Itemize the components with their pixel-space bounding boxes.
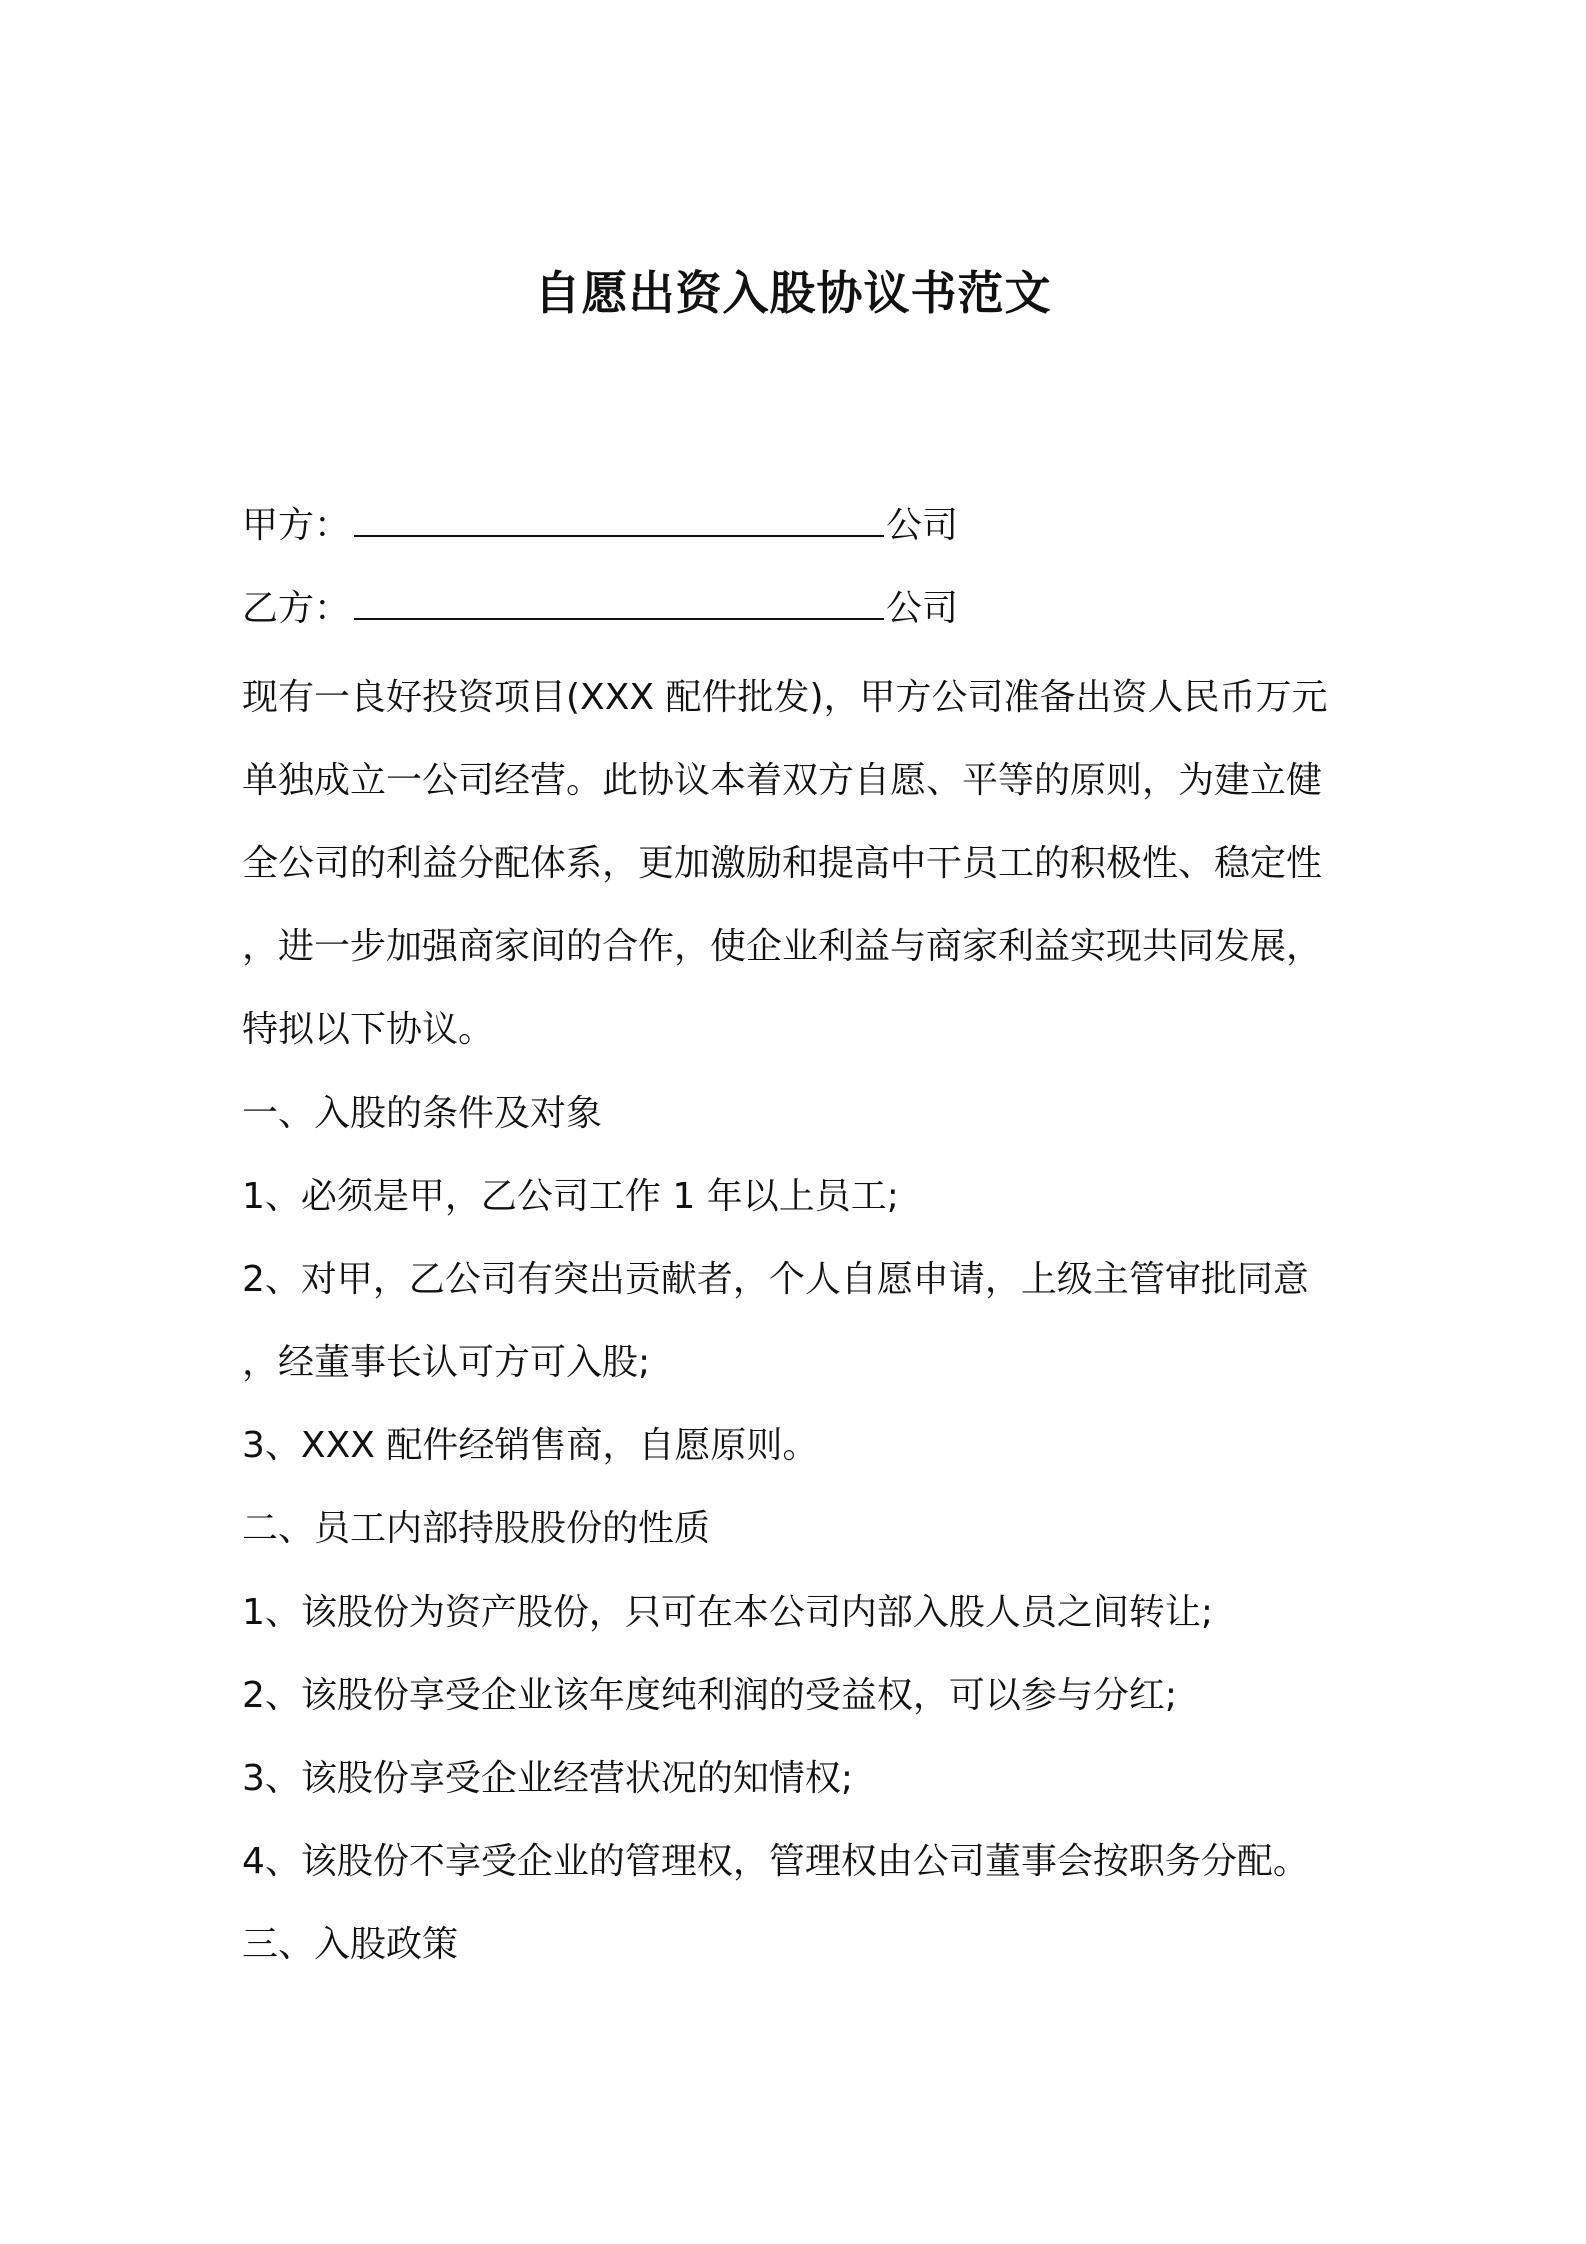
intro-line: 单独成立一公司经营。此协议本着双方自愿、平等的原则，为建立健 [242,760,1323,801]
list-item: 4、该股份不享受企业的管理权，管理权由公司董事会按职务分配。 [242,1841,1309,1882]
party-b-suffix: 公司 [886,588,959,629]
intro-line: 全公司的利益分配体系，更加激励和提高中干员工的积极性、稳定性 [242,843,1323,884]
document-title: 自愿出资入股协议书范文 [534,266,1052,320]
list-item: 3、该股份享受企业经营状况的知情权; [242,1758,854,1799]
party-b-label: 乙方： [242,588,351,629]
party-a-line [242,500,958,552]
list-item: ，经董事长认可方可入股; [242,1342,651,1383]
list-item: 1、必须是甲，乙公司工作 1 年以上员工; [242,1176,899,1217]
party-a-blank[interactable] [354,501,884,537]
intro-line: ，进一步加强商家间的合作，使企业利益与商家利益实现共同发展， [242,926,1323,967]
list-item: 2、该股份享受企业该年度纯利润的受益权，可以参与分红; [242,1675,1178,1716]
list-item: 3、XXX 配件经销售商，自愿原则。 [242,1425,819,1466]
section-heading: 二、员工内部持股股份的性质 [242,1508,711,1549]
list-item: 2、对甲，乙公司有突出贡献者，个人自愿申请，上级主管审批同意 [242,1259,1309,1300]
intro-line: 现有一良好投资项目(XXX 配件批发)，甲方公司准备出资人民币万元 [242,677,1328,718]
section-heading: 三、入股政策 [242,1924,459,1965]
party-a-label: 甲方： [242,505,351,546]
party-b-line [242,583,958,635]
party-b-blank[interactable] [354,584,884,620]
section-heading: 一、入股的条件及对象 [242,1093,603,1134]
intro-line: 特拟以下协议。 [242,1009,495,1050]
party-a-suffix: 公司 [886,505,959,546]
list-item: 1、该股份为资产股份，只可在本公司内部入股人员之间转让; [242,1592,1214,1633]
